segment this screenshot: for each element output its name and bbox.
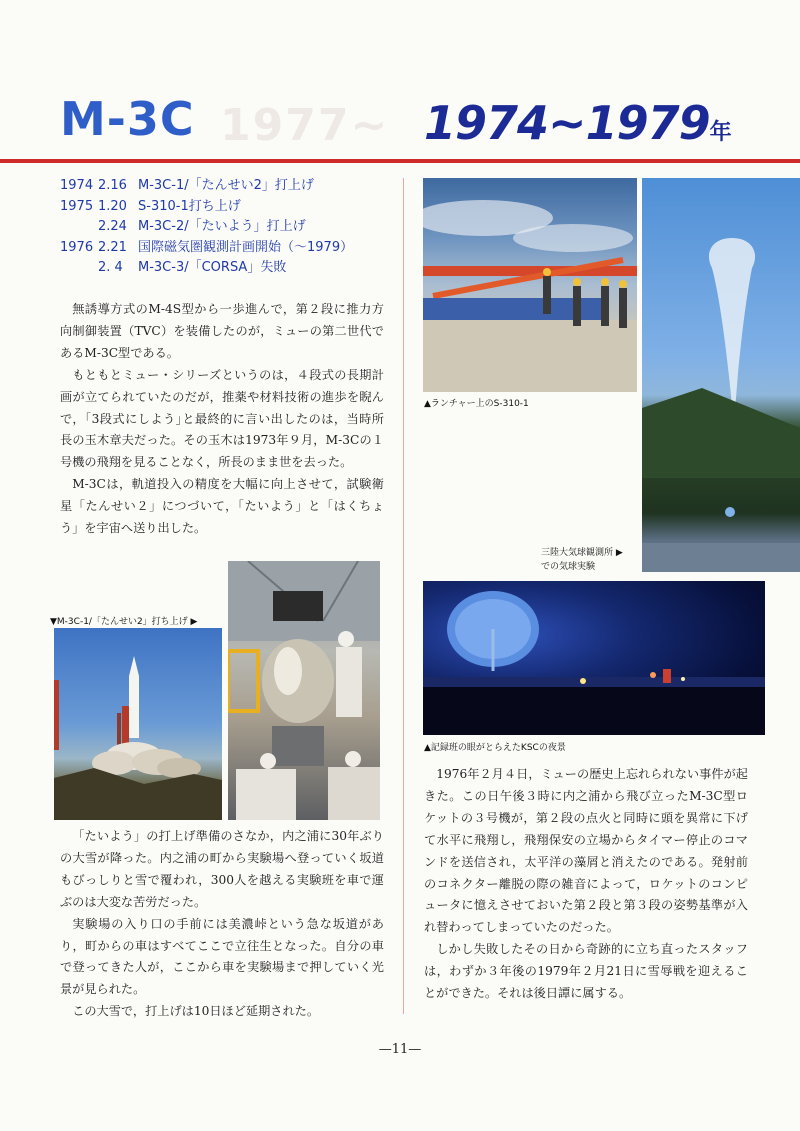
timeline-row: [60, 238, 390, 259]
caption-balloon-line1: 三陸大気球観測所 ▶: [541, 548, 623, 558]
paragraph: 1976年２月４日，ミューの歴史上忘れられない事件が起きた。この日午後３時に内之浦から飛び立ったM-3C型ロケットの３号機が，第２段の点火と同時に頭を異常に下げて水平に飛翔し，飛翔保安の立場からタイマー停止のコマンドを送信され，太平洋の藻屑と消えたのである。発射前のコネクター離脱の際の雑音によって，ロケットのコンピュータに憶えさせておいた第２段と第３段の姿勢基準が入れ替わってしまっていたのだった。: [424, 767, 748, 935]
caption-balloon-line2: での気球実験: [541, 562, 596, 572]
satellite-preparation-illustration: [228, 561, 380, 820]
year-suffix: 年: [709, 120, 731, 145]
paragraph: この大雪で，打上げは10日ほど延期された。: [72, 1004, 320, 1019]
paragraph: 無誘導方式のM-4S型から一歩進んで，第２段に推力方向制御装置（TVC）を装備したのが，ミューの第二世代であるM-3C型である。: [60, 302, 384, 360]
photo-balloon-experiment: [642, 178, 800, 572]
timeline-event: M-3C-1/「たんせい2」打上げ: [138, 178, 314, 193]
header-rule: [0, 159, 800, 163]
timeline-event: M-3C-3/「CORSA」失敗: [138, 260, 287, 275]
timeline-date: 2.21: [98, 239, 127, 255]
caption-rocket-launch: ▼M-3C-1/「たんせい2」打ち上げ ▶: [50, 617, 198, 627]
timeline-row: [60, 176, 390, 197]
paragraph: もともとミュー・シリーズというのは，４段式の長期計画が立てられていたのだが，推薬や材料技術の進歩を睨んで，｢3段式にしよう｣と最終的に言い出したのは，当時所長の玉木章夫だった。その玉木は1973年９月，M-3Cの１号機の飛翔を見ることなく，所長のまま世を去った。: [60, 367, 384, 470]
rocket-launch-illustration: [54, 628, 222, 820]
photo-ksc-night: [423, 581, 765, 735]
caption-ksc-night: ▲記録班の眼がとらえたKSCの夜景: [424, 743, 566, 753]
timeline-date: 1.20: [98, 198, 127, 214]
paragraph: 「たいよう」の打上げ準備のさなか，内之浦に30年ぶりの大雪が降った。内之浦の町から実験場へ登っていく坂道もびっしりと雪で覆われ，300人を越える実験班を車で運ぶのは大変な苦労だった。: [60, 829, 384, 909]
body-text-snow: [60, 826, 384, 1023]
body-text-failure: [424, 764, 748, 1005]
body-text-intro: [60, 299, 384, 540]
balloon-illustration: [642, 178, 800, 572]
column-divider: [403, 178, 404, 1014]
timeline-year: 1974: [60, 178, 94, 193]
launcher-illustration: [423, 178, 637, 392]
page-number: —11—: [378, 1042, 422, 1057]
caption-launcher: ▲ランチャー上のS-310-1: [424, 399, 529, 409]
timeline: [60, 176, 390, 279]
paragraph: M-3Cは，軌道投入の精度を大幅に向上させて，試験衛星「たんせい２」につづいて，「たいよう」と「はくちょう」を宇宙へ送り出した。: [60, 477, 384, 536]
years-title: [424, 96, 731, 150]
timeline-event: M-3C-2/「たいよう」打上げ: [138, 219, 306, 234]
timeline-event: S-310-1打ち上げ: [138, 198, 241, 214]
photo-satellite-preparation: [228, 561, 380, 820]
timeline-year: 1976: [60, 239, 94, 255]
timeline-row: [60, 197, 390, 218]
photo-launcher-s310: [423, 178, 637, 392]
photo-rocket-launch: [54, 628, 222, 820]
timeline-event: 国際磁気圏観測計画開始（～1979）: [138, 239, 354, 255]
timeline-row: [60, 258, 390, 279]
paragraph: しかし失敗したその日から奇跡的に立ち直ったスタッフは，わずか３年後の1979年２月21日に雪辱戦を迎えることができた。それは後日譚に属する。: [424, 942, 748, 1001]
paragraph: 実験場の入り口の手前には美濃峠という急な坂道があり，町からの車はすべてここで立往生となった。自分の車で登ってきた人が，ここから車を実験場まで押していく光景が見られた。: [60, 916, 384, 997]
timeline-date: 2.16: [98, 178, 127, 193]
timeline-date: 2.24: [98, 219, 127, 234]
header-ghost-text: 1977~: [220, 100, 390, 151]
model-title: M-3C: [60, 92, 195, 146]
timeline-row: [60, 217, 390, 238]
timeline-date: 2. 4: [98, 260, 123, 275]
years-range: 1974~1979: [424, 96, 710, 150]
timeline-year: 1975: [60, 198, 94, 214]
ksc-night-illustration: [423, 581, 765, 735]
